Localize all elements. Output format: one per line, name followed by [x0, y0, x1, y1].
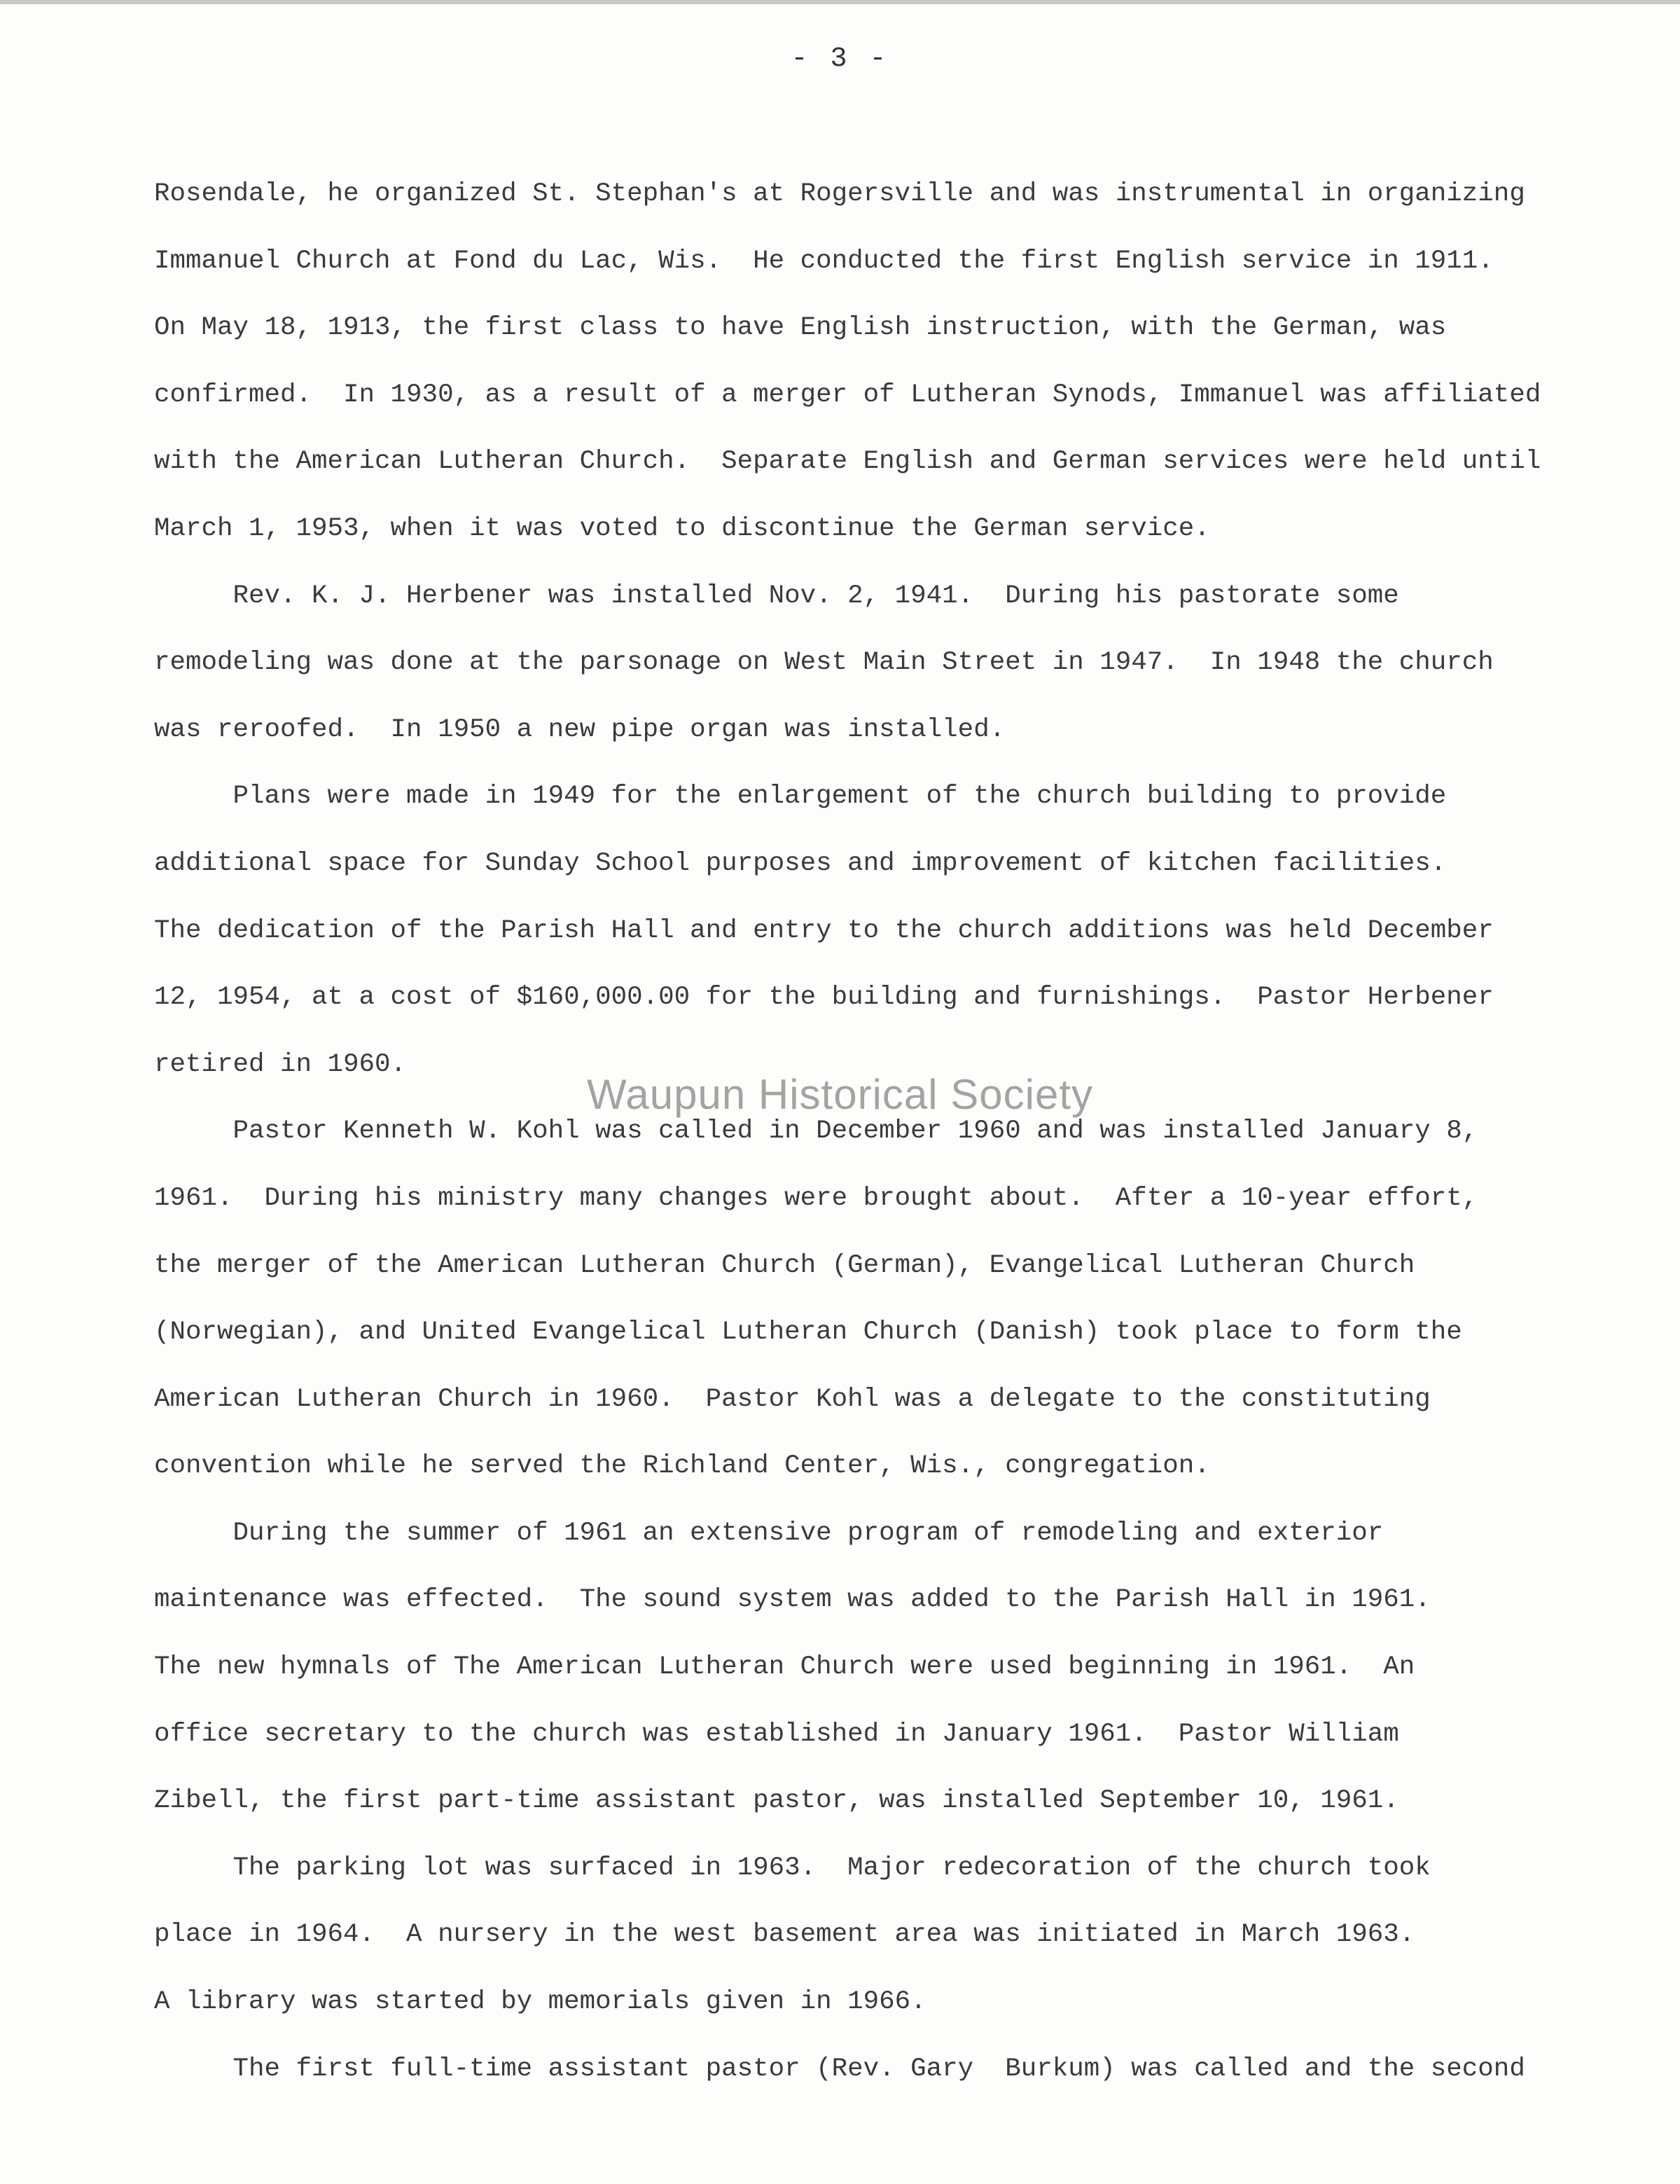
- paragraph: [154, 763, 1639, 1098]
- document-body: [154, 161, 1639, 2103]
- paragraph: [154, 2036, 1639, 2103]
- paragraph: [154, 161, 1639, 563]
- text-line: retired in 1960.: [154, 1049, 407, 1079]
- watermark: Waupun Historical Society: [586, 1071, 1094, 1118]
- paragraph: [154, 1500, 1639, 1835]
- text-line: American Lutheran Church in 1960. Pastor Kohl was a delegate to the constituting: [154, 1384, 1431, 1414]
- text-line: additional space for Sunday School purposes and improvement of kitchen facilities.: [154, 848, 1447, 878]
- text-line: A library was started by memorials given in 1966.: [154, 1987, 926, 2017]
- text-line: Rev. K. J. Herbener was installed Nov. 2, 1941. During his pastorate some: [154, 581, 1399, 611]
- text-line: 12, 1954, at a cost of $160,000.00 for the building and furnishings. Pastor Herbener: [154, 983, 1494, 1013]
- text-line: confirmed. In 1930, as a result of a merger of Lutheran Synods, Immanuel was affiliated: [154, 380, 1541, 410]
- text-line: Pastor Kenneth W. Kohl was called in December 1960 and was installed January 8,: [154, 1117, 1478, 1147]
- text-line: March 1, 1953, when it was voted to discontinue the German service.: [154, 513, 1210, 544]
- text-line: with the American Lutheran Church. Separate English and German services were held until: [154, 447, 1541, 477]
- text-line: office secretary to the church was established in January 1961. Pastor William: [154, 1719, 1399, 1749]
- text-line: (Norwegian), and United Evangelical Lutheran Church (Danish) took place to form the: [154, 1318, 1462, 1348]
- text-line: The parking lot was surfaced in 1963. Major redecoration of the church took: [154, 1853, 1431, 1883]
- text-line: The dedication of the Parish Hall and entry to the church additions was held December: [154, 915, 1494, 946]
- text-line: remodeling was done at the parsonage on West Main Street in 1947. In 1948 the church: [154, 648, 1494, 678]
- text-line: The first full-time assistant pastor (Rev. Gary Burkum) was called and the second: [154, 2054, 1525, 2084]
- page-top-edge: [0, 0, 1680, 4]
- paragraph: [154, 1098, 1639, 1500]
- text-line: Rosendale, he organized St. Stephan's at Rogersville and was instrumental in organizing: [154, 179, 1525, 209]
- text-line: During the summer of 1961 an extensive program of remodeling and exterior: [154, 1518, 1384, 1548]
- paragraph: [154, 1835, 1639, 2036]
- text-line: Plans were made in 1949 for the enlargement of the church building to provide: [154, 782, 1447, 812]
- text-line: Zibell, the first part-time assistant pastor, was installed September 10, 1961.: [154, 1786, 1399, 1816]
- text-line: was reroofed. In 1950 a new pipe organ was installed.: [154, 714, 1006, 745]
- text-line: place in 1964. A nursery in the west basement area was initiated in March 1963.: [154, 1920, 1415, 1950]
- page-number: - 3 -: [791, 43, 889, 75]
- text-line: convention while he served the Richland Center, Wis., congregation.: [154, 1451, 1210, 1481]
- text-line: maintenance was effected. The sound system was added to the Parish Hall in 1961.: [154, 1585, 1431, 1615]
- text-line: Immanuel Church at Fond du Lac, Wis. He conducted the first English service in 1911.: [154, 246, 1494, 276]
- text-line: the merger of the American Lutheran Church (German), Evangelical Lutheran Church: [154, 1250, 1415, 1280]
- text-line: On May 18, 1913, the first class to have English instruction, with the German, was: [154, 313, 1447, 343]
- text-line: 1961. During his ministry many changes were brought about. After a 10-year effort,: [154, 1183, 1478, 1213]
- paragraph: [154, 563, 1639, 764]
- text-line: The new hymnals of The American Lutheran Church were used beginning in 1961. An: [154, 1652, 1415, 1682]
